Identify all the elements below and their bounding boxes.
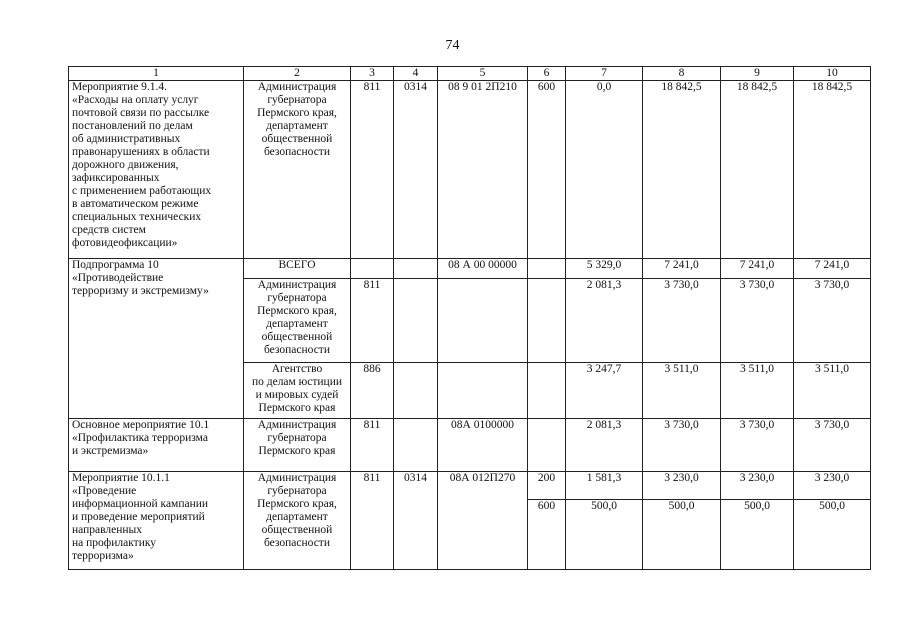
value-cell: 18 842,5 bbox=[721, 81, 794, 259]
code-cell: 0314 bbox=[394, 81, 438, 259]
value-cell: 0,0 bbox=[566, 81, 643, 259]
value-cell: 2 081,3 bbox=[566, 419, 643, 472]
code-cell: 600 bbox=[528, 81, 566, 259]
code-cell bbox=[528, 363, 566, 419]
executor-cell: ВСЕГО bbox=[244, 259, 351, 279]
code-cell: 08А 012П270 bbox=[438, 472, 528, 570]
code-cell bbox=[394, 279, 438, 363]
header-cell: 5 bbox=[438, 67, 528, 81]
header-cell: 6 bbox=[528, 67, 566, 81]
code-cell: 0314 bbox=[394, 472, 438, 570]
header-cell: 10 bbox=[794, 67, 871, 81]
code-cell: 08 9 01 2П210 bbox=[438, 81, 528, 259]
header-cell: 2 bbox=[244, 67, 351, 81]
code-cell bbox=[394, 419, 438, 472]
value-cell: 500,0 bbox=[794, 500, 871, 570]
value-cell: 18 842,5 bbox=[643, 81, 721, 259]
value-cell: 3 730,0 bbox=[721, 279, 794, 363]
value-cell: 3 230,0 bbox=[721, 472, 794, 500]
code-cell: 811 bbox=[351, 279, 394, 363]
code-cell: 886 bbox=[351, 363, 394, 419]
program-name-cell: Подпрограмма 10 «Противодействие терроризму и экстремизму» bbox=[69, 259, 244, 419]
value-cell: 3 247,7 bbox=[566, 363, 643, 419]
program-name-cell: Мероприятие 9.1.4. «Расходы на оплату услуг почтовой связи по рассылке постановлений по делам об административных правонарушениях в области дорожного движения, зафиксированных с применением работающих в автоматическом режиме специальных технических средств систем фотовидеофиксации» bbox=[69, 81, 244, 259]
header-cell: 7 bbox=[566, 67, 643, 81]
value-cell: 7 241,0 bbox=[794, 259, 871, 279]
code-cell: 08А 0100000 bbox=[438, 419, 528, 472]
value-cell: 18 842,5 bbox=[794, 81, 871, 259]
code-cell bbox=[394, 259, 438, 279]
header-cell: 4 bbox=[394, 67, 438, 81]
code-cell: 811 bbox=[351, 419, 394, 472]
value-cell: 3 230,0 bbox=[643, 472, 721, 500]
executor-cell: Администрация губернатора Пермского края, департамент общественной безопасности bbox=[244, 279, 351, 363]
code-cell: 811 bbox=[351, 472, 394, 570]
header-row bbox=[69, 67, 871, 81]
table-row bbox=[69, 419, 871, 472]
code-cell: 08 А 00 00000 bbox=[438, 259, 528, 279]
value-cell: 3 730,0 bbox=[643, 279, 721, 363]
program-name-cell: Мероприятие 10.1.1 «Проведение информационной кампании и проведение мероприятий направленных на профилактику терроризма» bbox=[69, 472, 244, 570]
value-cell: 7 241,0 bbox=[721, 259, 794, 279]
value-cell: 3 511,0 bbox=[794, 363, 871, 419]
table-row bbox=[69, 259, 871, 279]
code-cell: 600 bbox=[528, 500, 566, 570]
value-cell: 3 511,0 bbox=[643, 363, 721, 419]
code-cell bbox=[528, 259, 566, 279]
budget-table bbox=[68, 66, 871, 570]
value-cell: 2 081,3 bbox=[566, 279, 643, 363]
value-cell: 1 581,3 bbox=[566, 472, 643, 500]
value-cell: 3 230,0 bbox=[794, 472, 871, 500]
executor-cell: Администрация губернатора Пермского края, департамент общественной безопасности bbox=[244, 472, 351, 570]
value-cell: 500,0 bbox=[566, 500, 643, 570]
code-cell: 811 bbox=[351, 81, 394, 259]
header-cell: 3 bbox=[351, 67, 394, 81]
value-cell: 7 241,0 bbox=[643, 259, 721, 279]
code-cell: 200 bbox=[528, 472, 566, 500]
table-row bbox=[69, 81, 871, 259]
page-number: 74 bbox=[445, 38, 460, 53]
value-cell: 3 730,0 bbox=[643, 419, 721, 472]
header-cell: 1 bbox=[69, 67, 244, 81]
header-cell: 9 bbox=[721, 67, 794, 81]
value-cell: 500,0 bbox=[643, 500, 721, 570]
executor-cell: Администрация губернатора Пермского края, департамент общественной безопасности bbox=[244, 81, 351, 259]
code-cell bbox=[528, 279, 566, 363]
value-cell: 3 730,0 bbox=[794, 419, 871, 472]
code-cell bbox=[438, 363, 528, 419]
value-cell: 3 511,0 bbox=[721, 363, 794, 419]
code-cell bbox=[528, 419, 566, 472]
code-cell bbox=[394, 363, 438, 419]
value-cell: 5 329,0 bbox=[566, 259, 643, 279]
executor-cell: Администрация губернатора Пермского края bbox=[244, 419, 351, 472]
program-name-cell: Основное мероприятие 10.1 «Профилактика терроризма и экстремизма» bbox=[69, 419, 244, 472]
code-cell bbox=[351, 259, 394, 279]
value-cell: 3 730,0 bbox=[721, 419, 794, 472]
header-cell: 8 bbox=[643, 67, 721, 81]
executor-cell: Агентство по делам юстиции и мировых судей Пермского края bbox=[244, 363, 351, 419]
value-cell: 3 730,0 bbox=[794, 279, 871, 363]
code-cell bbox=[438, 279, 528, 363]
value-cell: 500,0 bbox=[721, 500, 794, 570]
table-row bbox=[69, 472, 871, 500]
